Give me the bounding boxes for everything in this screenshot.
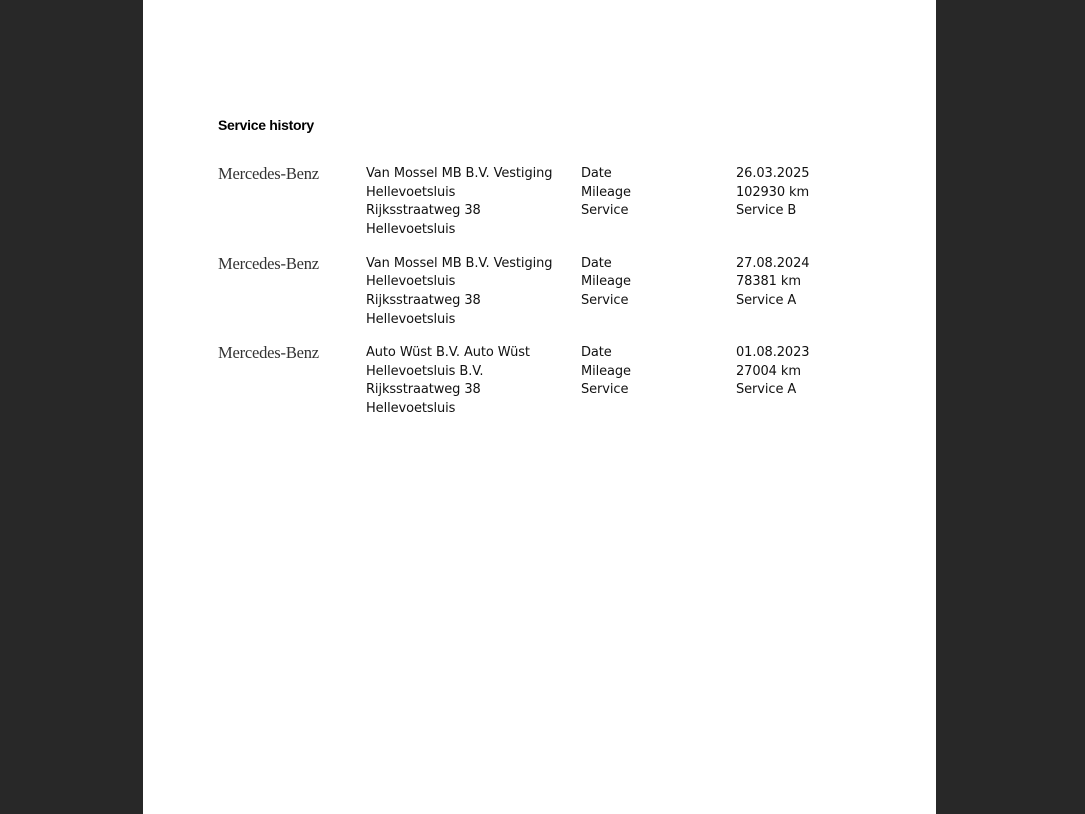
dealer-address [366,255,566,330]
service-label: Service [581,382,629,398]
service-label: Service [581,292,629,308]
dealer-address [366,344,566,419]
service-entry [218,254,868,344]
dealer-line: Auto Wüst B.V. Auto Wüst [366,345,530,360]
service-value: Service B [736,203,797,219]
service-entry [218,343,868,433]
dealer-line: Hellevoetsluis [366,311,456,327]
field-values [736,255,876,311]
service-history-list [218,164,868,433]
field-labels [581,344,721,400]
mileage-label: Mileage [581,363,631,379]
document-page [143,0,936,814]
dealer-line: Rijksstraatweg 38 [366,382,481,398]
mileage-value: 27004 km [736,363,801,379]
dealer-line: Rijksstraatweg 38 [366,203,481,219]
brand-logo: Mercedes-Benz [218,343,319,362]
page-title: Service history [218,117,314,133]
mileage-value: 102930 km [736,184,810,200]
brand-logo: Mercedes-Benz [218,164,319,183]
field-values [736,344,876,400]
dealer-line: Hellevoetsluis B.V. [366,363,484,379]
mileage-label: Mileage [581,184,631,200]
dealer-line: Hellevoetsluis [366,184,456,200]
field-labels [581,165,721,221]
dealer-address [366,165,566,240]
brand-logo: Mercedes-Benz [218,253,319,273]
date-value: 01.08.2023 [736,345,810,360]
field-labels [581,255,721,311]
mileage-label: Mileage [581,274,631,290]
dealer-line: Van Mossel MB B.V. Vestiging [366,255,553,271]
service-label: Service [581,203,629,219]
date-label: Date [581,166,612,181]
dealer-line: Rijksstraatweg 38 [366,292,481,308]
dealer-line: Hellevoetsluis [366,222,456,238]
dealer-line: Hellevoetsluis [366,274,456,290]
service-entry [218,164,868,254]
date-label: Date [581,255,612,271]
date-label: Date [581,345,612,360]
field-values [736,165,876,221]
service-value: Service A [736,292,797,308]
mileage-value: 78381 km [736,274,801,290]
dealer-line: Van Mossel MB B.V. Vestiging [366,166,553,181]
dealer-line: Hellevoetsluis [366,401,456,417]
date-value: 26.03.2025 [736,166,810,181]
service-value: Service A [736,382,797,398]
date-value: 27.08.2024 [736,255,810,271]
